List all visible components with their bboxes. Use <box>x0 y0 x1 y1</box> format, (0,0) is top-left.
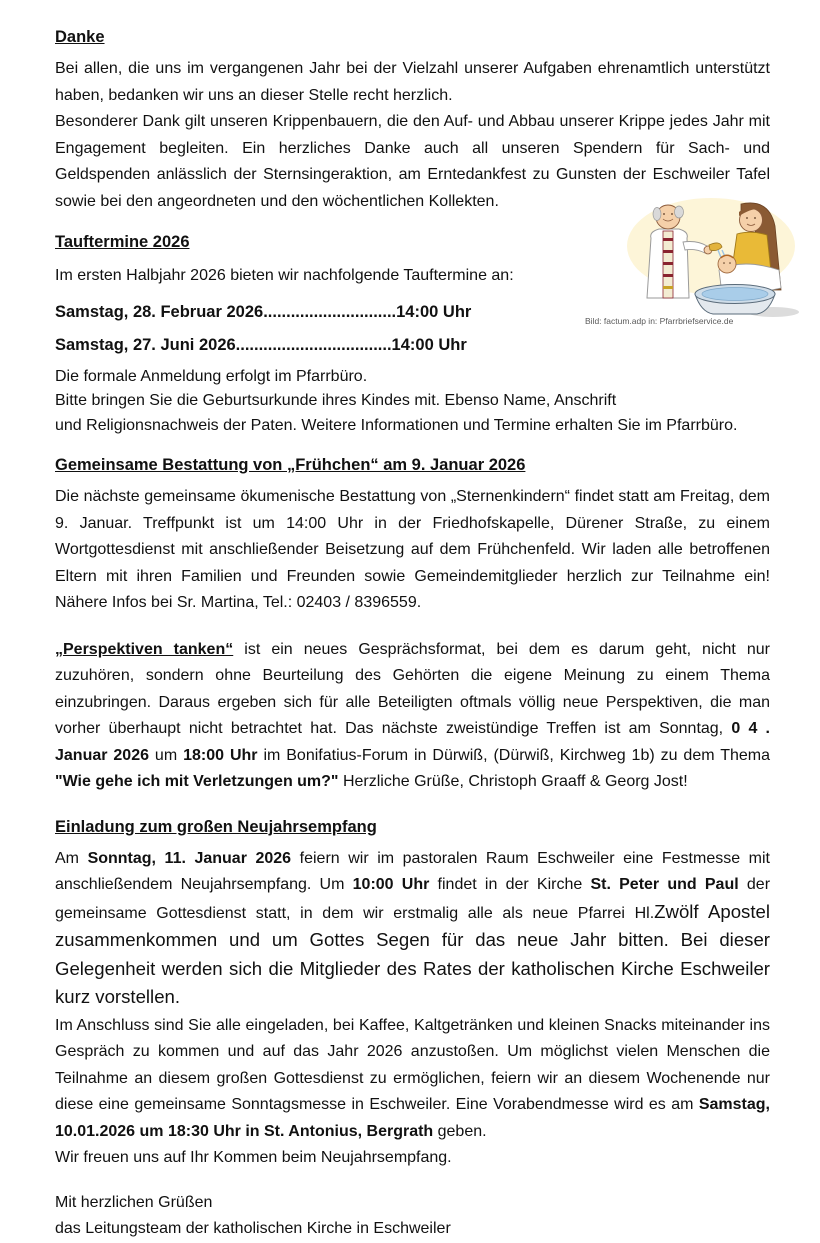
tauftermine-notes <box>55 365 770 439</box>
neujahr-paragraph-1 <box>55 846 770 1013</box>
neujahr-p2-seg: Im Anschluss sind Sie alle eingeladen, bei Kaffee, Kaltgetränken und kleinen Snacks miteinander ins Gespräch zu kommen und auf das Jahr 2026 anzustoßen. Um möglichst vielen Menschen die Teilnahme an diesem großen Gottesdienst zu ermöglichen, feiern wir an diesem Wochenende nur diese eine gemeinsame Sonntagsmesse in Eschweiler. Eine Vorabendmesse wird es am <box>55 1016 770 1113</box>
neujahr-date: Sonntag, 11. Januar 2026 <box>87 849 292 867</box>
tauftermine-date-1: Samstag, 28. Februar 2026.............................14:00 Uhr <box>55 302 472 321</box>
neujahr-p1-seg: der gemeinsame Gottesdienst statt, in dem wir erstmalig alle als neue Pfarrei Hl. <box>55 876 771 922</box>
baptism-illustration <box>623 198 805 318</box>
neujahr-paragraph-2 <box>55 1013 770 1146</box>
closing-greeting: Mit herzlichen Grüßen <box>55 1193 213 1211</box>
neujahr-paragraph-3: Wir freuen uns auf Ihr Kommen beim Neujahrsempfang. <box>55 1149 452 1166</box>
heading-text: Gemeinsame Bestattung von „Frühchen“ am 9. Januar 2026 <box>55 456 526 474</box>
closing-signature: das Leitungsteam der katholischen Kirche in Eschweiler <box>55 1220 451 1237</box>
perspektiven-seg5: im Bonifatius-Forum in Dürwiß, (Dürwiß, Kirchweg 1b) zu dem Thema <box>257 746 770 764</box>
section-danke <box>55 26 770 215</box>
danke-paragraph-1: Bei allen, die uns im vergangenen Jahr bei der Vielzahl unserer Aufgaben ehrenamtlich unterstützt haben, bedanken wir uns an dieser Stelle recht herzlich. <box>55 60 770 104</box>
section-heading-neujahr <box>55 816 770 838</box>
neujahr-p1-seg: findet in der Kirche <box>429 876 591 893</box>
tauftermine-note-1: Die formale Anmeldung erfolgt im Pfarrbüro. <box>55 367 368 385</box>
perspektiven-date: 0 4 . Januar 2026 <box>55 720 771 764</box>
danke-paragraph-2: Besonderer Dank gilt unseren Krippenbauern, die den Auf- und Abbau unserer Krippe jedes Jahr mit Engagement begleiten. Ein herzliches Danke auch all unseren Spendern für Sach- und Geldspenden anlässlich der Sternsingeraktion, am Erntedankfest zu Gunsten der Eschweiler Tafel sowie bei den angeordneten und den wöchentlichen Kollekten. <box>55 113 770 210</box>
perspektiven-time: 18:00 Uhr <box>183 746 258 764</box>
heading-text: Danke <box>55 28 105 46</box>
heading-text: Tauftermine 2026 <box>55 233 190 251</box>
neujahr-church: St. Peter und Paul <box>590 876 739 893</box>
neujahr-time: 10:00 Uhr <box>352 876 430 893</box>
section-bestattung <box>55 454 770 617</box>
image-credit-caption: Bild: factum.adp in: Pfarrbriefservice.de <box>585 316 734 326</box>
perspektiven-seg1: ist ein neues Gesprächsformat, bei dem es darum geht, nicht nur zuzuhören, sondern ohne Beurteilung des Gehörten die eigene Meinung zu einem Thema einzubringen. Daraus ergeben sich für alle Beteiligten oftmals völlig neue Perspektiven, die man vorher überhaupt nicht betrachtet hat. Das nächste zweistündige Treffen ist am Sonntag, <box>55 640 771 737</box>
section-neujahr <box>55 816 770 1172</box>
tauftermine-intro: Im ersten Halbjahr 2026 bieten wir nachfolgende Tauftermine an: <box>55 267 514 284</box>
heading-text: Einladung zum großen Neujahrsempfang <box>55 817 377 836</box>
bestattung-paragraph: Die nächste gemeinsame ökumenische Bestattung von „Sternenkindern“ findet statt am Freitag, dem 9. Januar. Treffpunkt ist um 14:00 Uhr in der Friedhofskapelle, Dürener Straße, zu einem Wortgottesdienst mit anschließender Beisetzung auf dem Frühchenfeld. Wir laden alle betroffenen Eltern mit ihren Familien und Freunden sowie Gemeindemitglieder herzlich zur Teilnahme ein! Nähere Infos bei Sr. Martina, Tel.: 02403 / 8396559. <box>55 488 770 611</box>
section-heading-bestattung <box>55 454 770 476</box>
tauftermine-note-3: und Religionsnachweis der Paten. Weitere Informationen und Termine erhalten Sie im Pfarrbüro. <box>55 416 738 434</box>
tauftermine-note-2: Bitte bringen Sie die Geburtsurkunde ihres Kindes mit. Ebenso Name, Anschrift <box>55 392 617 409</box>
section-perspektiven <box>55 637 770 796</box>
baptism-figure <box>585 198 805 340</box>
neujahr-p1-seg: feiern wir im pastoralen Raum Eschweiler eine Festmesse mit anschließendem Neujahrsempfang. Um <box>55 849 770 893</box>
perspektiven-seg7: Herzliche Grüße, Christoph Graaff & Georg Jost! <box>338 773 688 790</box>
neujahr-p1-large-seg: Zwölf Apostel zusammenkommen und um Gottes Segen für das neue Jahr bitten. Bei dieser Gelegenheit werden sich die Mitglieder des Rates der katholischen Kirche Eschweiler kurz vorstellen. <box>55 900 770 1007</box>
neujahr-vorabendmesse: Samstag, 10.01.2026 um 18:30 Uhr in St. Antonius, Bergrath <box>55 1096 770 1140</box>
neujahr-p1-seg: Am <box>55 849 88 867</box>
neujahr-p2-seg: geben. <box>433 1122 487 1140</box>
perspektiven-paragraph <box>55 637 770 796</box>
perspektiven-lead: „Perspektiven tanken“ <box>55 640 234 658</box>
perspektiven-seg3: um <box>149 746 184 764</box>
closing-block <box>55 1190 770 1243</box>
tauftermine-date-2: Samstag, 27. Juni 2026..................................14:00 Uhr <box>55 335 467 354</box>
perspektiven-topic: "Wie gehe ich mit Verletzungen um?" <box>55 773 339 790</box>
section-heading-danke <box>55 26 770 48</box>
